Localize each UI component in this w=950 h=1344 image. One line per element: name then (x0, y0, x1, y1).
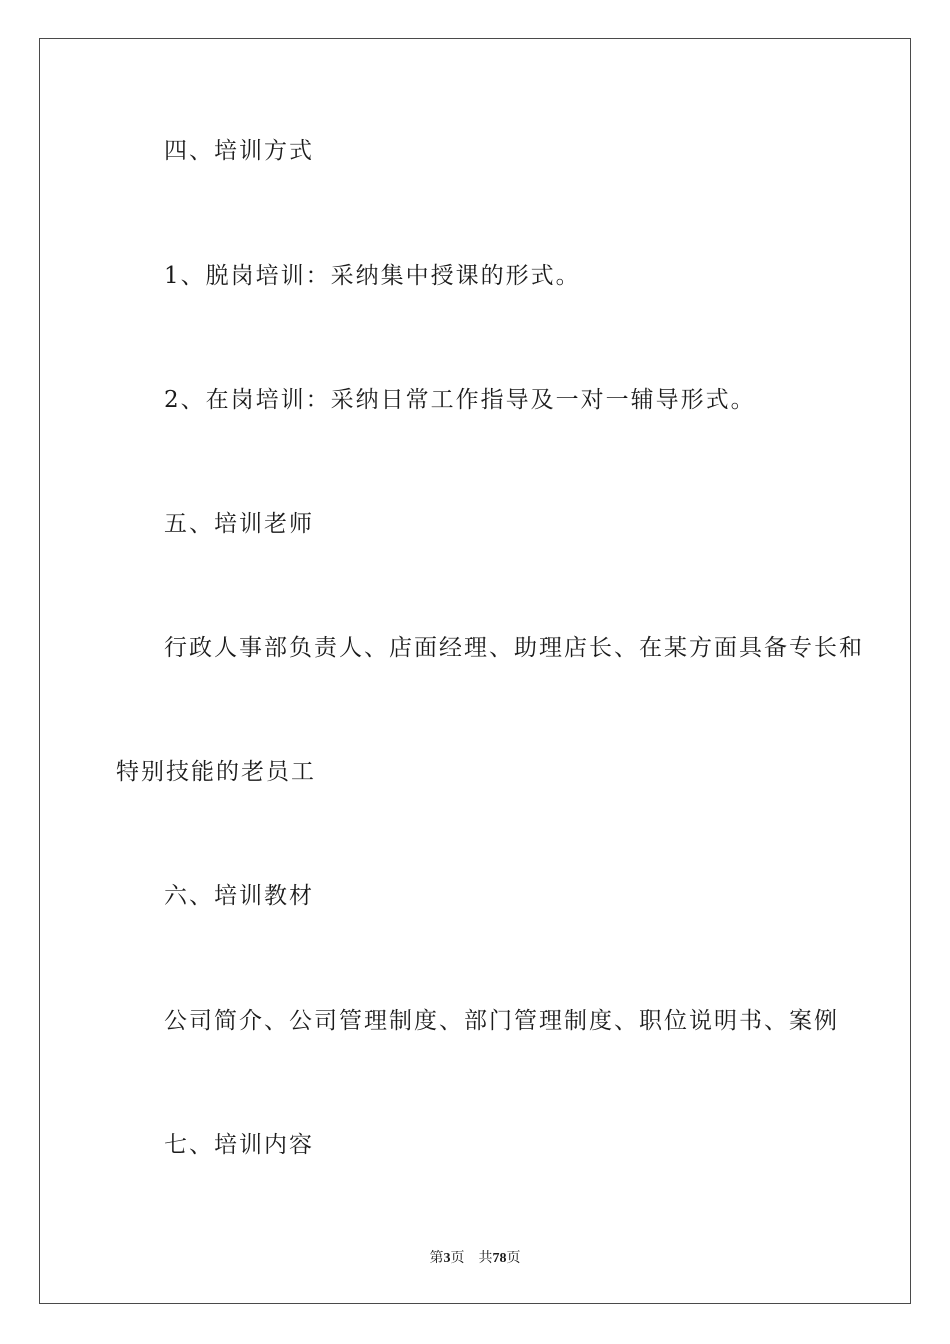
paragraph-onsite-training: 2、在岗培训：采纳日常工作指导及一对一辅导形式。 (164, 387, 756, 413)
page-border (39, 38, 911, 1304)
footer-total-prefix: 共 (478, 1251, 493, 1266)
section-heading-materials: 六、培训教材 (164, 883, 314, 909)
paragraph-trainers-line1: 行政人事部负责人、店面经理、助理店长、在某方面具备专长和 (164, 635, 864, 661)
paragraph-materials: 公司简介、公司管理制度、部门管理制度、职位说明书、案例 (164, 1008, 839, 1034)
section-heading-trainers: 五、培训老师 (164, 511, 314, 537)
paragraph-offsite-training: 1、脱岗培训：采纳集中授课的形式。 (164, 263, 581, 289)
footer-total-pages: 78 (492, 1251, 507, 1266)
footer-page-prefix: 第 (429, 1251, 444, 1266)
footer-total-suffix: 页 (506, 1251, 521, 1266)
footer-page-number: 3 (443, 1251, 451, 1266)
paragraph-trainers-line2: 特别技能的老员工 (116, 759, 316, 785)
page-footer (0, 1247, 950, 1267)
section-heading-training-method: 四、培训方式 (164, 138, 314, 164)
footer-page-suffix: 页 (450, 1251, 465, 1266)
section-heading-content: 七、培训内容 (164, 1132, 314, 1158)
